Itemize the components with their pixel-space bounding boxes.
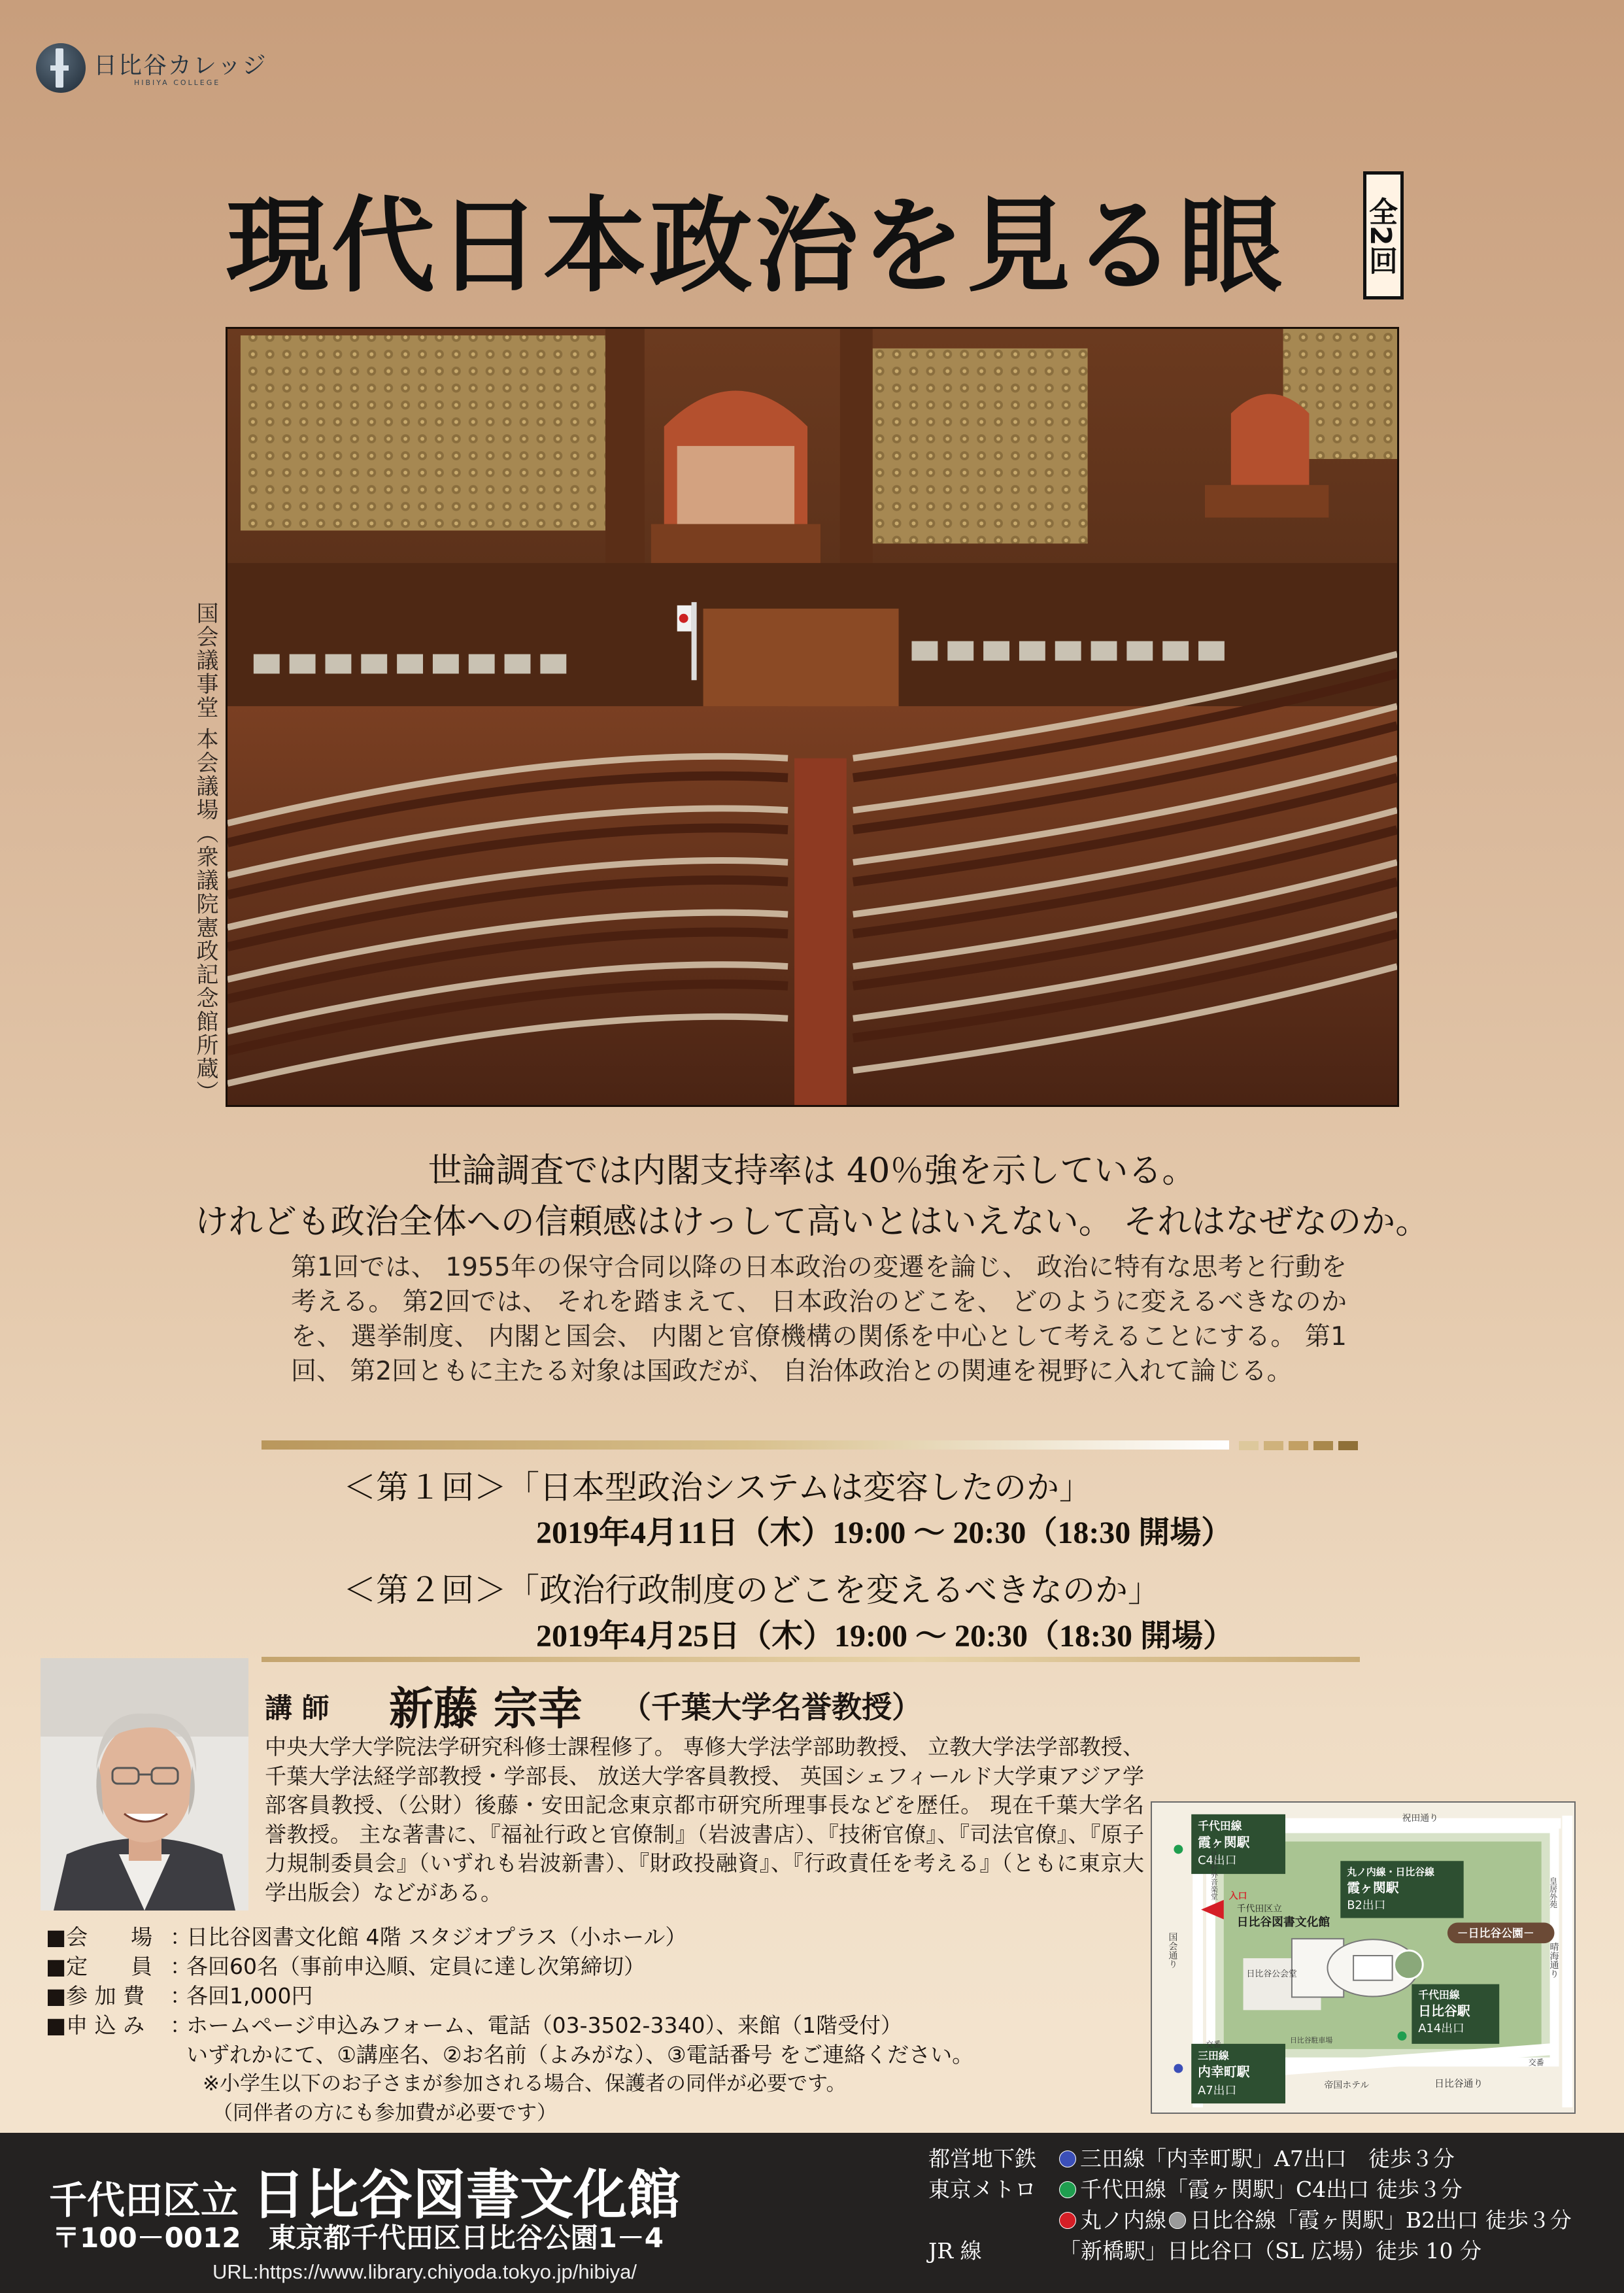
session-2-title [343, 1564, 1160, 1611]
course-description: 第1回では、 1955年の保守合同以降の日本政治の変遷を論じ、 政治に特有な思考と行動を考える。 第2回では、 それを踏まえて、 日本政治のどこを、 どのように変えるべきなのかを、 選挙制度、 内閣と国会、 内閣と官僚機構の関係を中心として考えることにする。 第1回、 第2回ともに主たる対象は国政だが、 自治体政治との関連を視野に入れて論じる。 [291, 1253, 1347, 1386]
logo [36, 41, 267, 99]
map-road-right: 晴海通り [1548, 1942, 1559, 1979]
access-row-chiyoda [928, 2174, 1572, 2205]
footer-url[interactable]: URL:https://www.library.chiyoda.tokyo.jp/hibiya/ [212, 2260, 637, 2283]
map-kasumigaseki-exit: C4出口 [1198, 1854, 1237, 1868]
photo-caption: 国会議事堂 本会議場（衆議院憲政記念館所蔵） [192, 602, 218, 1104]
map-library-ward: 千代田区立 [1236, 1903, 1283, 1914]
map-hibiya-line: 千代田線 [1418, 1988, 1460, 2001]
lecturer-title: （千葉大学名誉教授） [621, 1690, 922, 1725]
session-2-date: 2019年4月25日（木）19:00 ～ 20:30（18:30 開場） [536, 1619, 1234, 1654]
footer-ward: 千代田区立 [49, 2178, 239, 2222]
map-hibiya-exit: A14出口 [1418, 2022, 1464, 2036]
session-1-label: ＜第１回＞ [343, 1469, 507, 1506]
fee-row: ■参 加 費 ： 各回1,000円 [46, 1981, 1144, 2011]
access-line-label: 東京メトロ [928, 2177, 1036, 2202]
access-row-marunouchi [928, 2205, 1572, 2235]
map-public-hall: 日比谷公会堂 [1246, 1969, 1297, 1979]
divider [262, 1657, 1360, 1662]
lecturer-portrait [41, 1658, 248, 1911]
note-fee: （同伴者の方にも参加費が必要です） [212, 2101, 557, 2125]
map-uchisaiwai-line: 三田線 [1198, 2049, 1229, 2062]
capacity-value: 各回60名（事前申込順、定員に達し次第締切） [186, 1954, 645, 1979]
lead-line-2: けれども政治全体への信頼感はけっして高いとはいえない。 それはなぜなのか。 [194, 1202, 1430, 1242]
session-1-date: 2019年4月11日（木）19:00 ～ 20:30（18:30 開場） [536, 1516, 1233, 1550]
map-police-1: 交番 [1206, 2039, 1221, 2049]
fee-label: ■参 加 費 [46, 1983, 145, 2009]
map-road-top: 祝田通り [1402, 1812, 1439, 1824]
map-marunouchi-station: 霞ヶ関駅 [1347, 1880, 1399, 1895]
divider-squares [1239, 1440, 1363, 1450]
series-badge: 全2回 [1363, 171, 1404, 299]
logo-mark-icon [36, 43, 86, 93]
fee-value: 各回1,000円 [186, 1983, 313, 2009]
map-uchisaiwai-station: 内幸町駅 [1198, 2064, 1250, 2080]
access-info [928, 2143, 1572, 2266]
footer-library-name: 日比谷図書文化館 [252, 2164, 681, 2226]
access-row-jr [928, 2235, 1572, 2266]
map-uchisaiwai-exit: A7出口 [1198, 2084, 1237, 2098]
access-text-2: 日比谷線「霞ヶ関駅」B2出口 徒歩３分 [1190, 2207, 1572, 2233]
access-line-label: 都営地下鉄 [928, 2146, 1036, 2171]
capacity-row: ■定 員 ： 各回60名（事前申込順、定員に達し次第締切） [46, 1952, 1144, 1981]
access-text: 千代田線「霞ヶ関駅」C4出口 徒歩３分 [1080, 2177, 1463, 2202]
map-outer-garden: 皇居外苑 [1548, 1877, 1558, 1909]
apply-label: ■申 込 み [46, 2013, 145, 2038]
session-1-theme: 「日本型政治システムは変容したのか」 [507, 1469, 1092, 1506]
capacity-label: ■定 員 [46, 1954, 153, 1979]
access-map [1151, 1801, 1576, 2114]
access-row-mita [928, 2143, 1572, 2174]
assembly-hall-photo [226, 327, 1399, 1107]
lecturer-bio: 中央大学大学院法学研究科修士課程修了。 専修大学法学部助教授、 立教大学法学部教授、 千葉大学法経学部教授・学部長、 放送大学客員教授、 英国シェフィールド大学東アジア学部客員教授、（公財）後藤・安田記念東京都市研究所理事長などを歴任。 現在千葉大学名誉教授。 主な著書に、『福祉行政と官僚制』（岩波書店）、『技術官僚』、『司法官僚』、『原子力規制委員会』（いずれも岩波新書）、『財政投融資』、『行政責任を考える』（ともに東京大学出版会）などがある。 [265, 1734, 1144, 1905]
map-music-hall: 日比谷野外音楽堂 [1210, 1843, 1219, 1900]
logo-sub: HIBIYA COLLEGE [134, 78, 221, 87]
map-kasumigaseki-station: 霞ヶ関駅 [1198, 1835, 1250, 1850]
access-line-label: JR 線 [928, 2238, 982, 2264]
lecturer-name: 新藤 宗幸 [389, 1683, 583, 1735]
mita-line-dot-icon [1059, 2150, 1076, 2167]
venue-row: ■会 場 ： 日比谷図書文化館 4階 スタジオプラス（小ホール） [46, 1922, 1144, 1952]
divider [262, 1440, 1229, 1450]
map-hotel: 帝国ホテル [1324, 2080, 1370, 2091]
hibiya-line-dot-icon [1169, 2212, 1186, 2229]
map-road-bottom: 日比谷通り [1434, 2077, 1483, 2090]
page-title: 現代日本政治を見る眼 [226, 186, 1285, 307]
session-2-label: ＜第２回＞ [343, 1571, 507, 1609]
footer [0, 2133, 1624, 2293]
lecturer-label: 講 師 [265, 1692, 330, 1724]
map-entrance: 入口 [1228, 1890, 1247, 1901]
access-text: 三田線「内幸町駅」A7出口 徒歩３分 [1080, 2146, 1455, 2171]
access-text: 丸ノ内線 [1080, 2207, 1166, 2233]
footer-address: 〒100－0012 東京都千代田区日比谷公園1－4 [52, 2222, 664, 2254]
access-text: 「新橋駅」日比谷口（SL 広場）徒歩 10 分 [1059, 2238, 1481, 2264]
venue-value: 日比谷図書文化館 4階 スタジオプラス（小ホール） [186, 1924, 687, 1950]
map-hibiya-station: 日比谷駅 [1418, 2003, 1470, 2019]
map-park: －日比谷公園－ [1457, 1926, 1534, 1940]
map-marunouchi-line: 丸ノ内線・日比谷線 [1347, 1866, 1434, 1878]
venue-label: ■会 場 [46, 1924, 153, 1950]
lead-line-1: 世論調査では内閣支持率は 40％強を示している。 [428, 1151, 1196, 1191]
apply-value: ホームページ申込みフォーム、電話（03-3502-3340）、来館（1階受付） [186, 2013, 902, 2038]
session-1-title [343, 1461, 1092, 1508]
chiyoda-line-dot-icon [1059, 2181, 1076, 2198]
map-police-2: 交番 [1528, 2058, 1544, 2067]
map-kasumigaseki-line: 千代田線 [1198, 1819, 1242, 1833]
map-parking: 日比谷駐車場 [1289, 2035, 1333, 2045]
map-library: 日比谷図書文化館 [1236, 1915, 1330, 1929]
note-children: ※小学生以下のお子さまが参加される場合、保護者の同伴が必要です。 [203, 2072, 847, 2096]
logo-name: 日比谷カレッジ [93, 52, 267, 79]
apply-row: ■申 込 み ： ホームページ申込みフォーム、電話（03-3502-3340）、来館（1階受付） [46, 2011, 1144, 2040]
event-info [46, 1922, 1144, 2128]
session-2-theme: 「政治行政制度のどこを変えるべきなのか」 [507, 1571, 1160, 1609]
map-road-left: 国会通り [1166, 1932, 1177, 1969]
apply-detail: いずれかにて、①講座名、②お名前（よみがな）、③電話番号 をご連絡ください。 [186, 2042, 974, 2067]
map-marunouchi-exit: B2出口 [1347, 1898, 1386, 1912]
marunouchi-line-dot-icon [1059, 2212, 1076, 2229]
